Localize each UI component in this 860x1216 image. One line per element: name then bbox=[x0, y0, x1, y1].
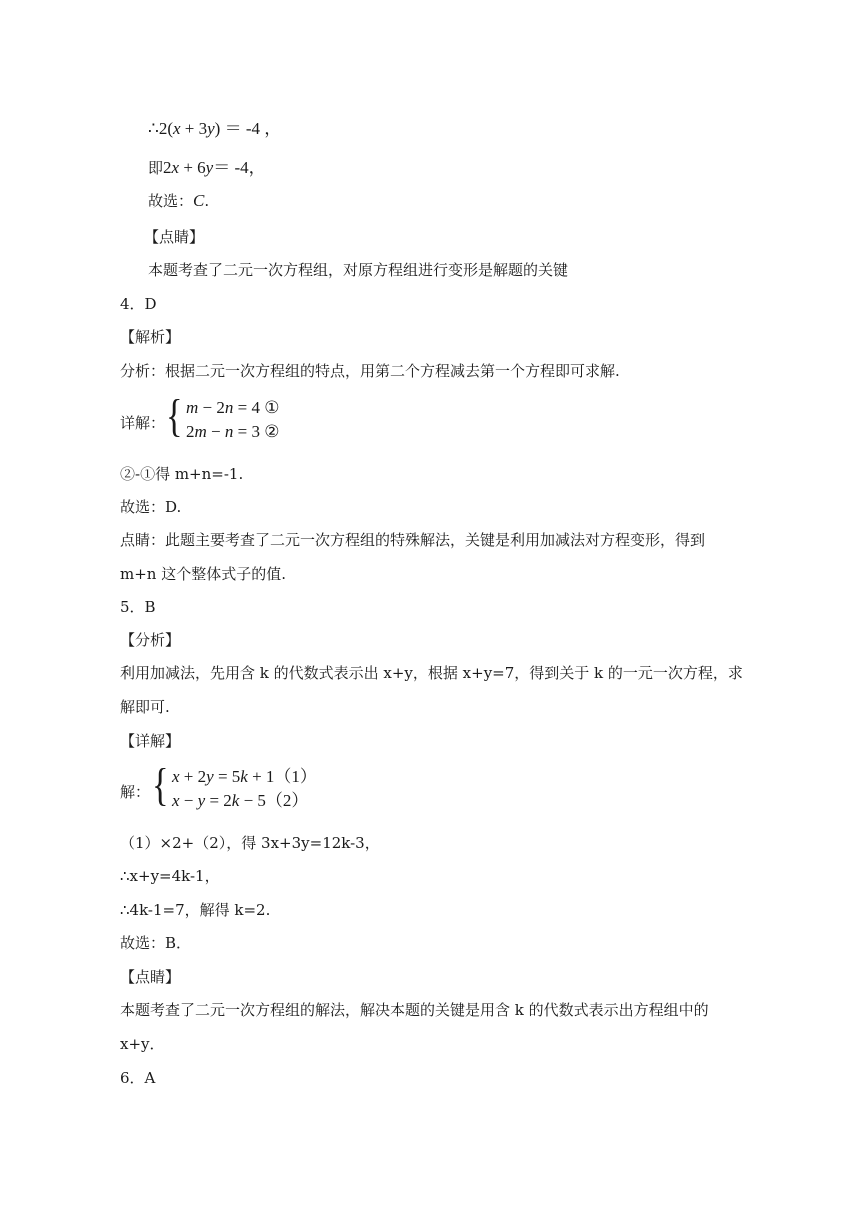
q3-step-line2: 即2x + 6y＝ -4， bbox=[148, 158, 266, 177]
q4-detail-label: 详解： bbox=[120, 414, 166, 432]
q4-comment-line1: 点睛：此题主要考查了二元一次方程组的特殊解法，关键是利用加减法对方程变形，得到 bbox=[120, 531, 706, 549]
q4-number: 4．D bbox=[120, 295, 157, 313]
q4-comment-line2: m+n 这个整体式子的值. bbox=[120, 565, 286, 583]
q5-comment-line2: x+y． bbox=[120, 1035, 165, 1053]
q3-choice: 故选：C. bbox=[148, 191, 210, 210]
q3-step-line1: ∴2(x + 3y) ＝ -4 ， bbox=[148, 119, 282, 138]
brace-icon: { bbox=[166, 390, 183, 441]
q5-detail-header: 【详解】 bbox=[120, 732, 181, 750]
q5-comment-line1: 本题考查了二元一次方程组的解法，解决本题的关键是用含 k 的代数式表示出方程组中的 bbox=[120, 1001, 709, 1019]
q4-analysis: 分析：根据二元一次方程组的特点，用第二个方程减去第一个方程即可求解. bbox=[120, 362, 620, 380]
q5-analysis-header: 【分析】 bbox=[120, 631, 181, 649]
q4-step: ②-①得 m+n=-1. bbox=[120, 465, 244, 483]
q5-step2: ∴x+y=4k-1， bbox=[120, 867, 220, 885]
q5-equation-2: x − y = 2k − 5（2） bbox=[172, 791, 309, 810]
q5-solve-label: 解： bbox=[120, 783, 151, 801]
q3-comment-body: 本题考查了二元一次方程组，对原方程组进行变形是解题的关键 bbox=[148, 261, 569, 279]
q5-comment-header: 【点睛】 bbox=[120, 968, 181, 986]
q6-number: 6．A bbox=[120, 1069, 156, 1087]
q5-number: 5．B bbox=[120, 598, 156, 616]
q4-equation-1: m − 2n = 4 ① bbox=[186, 398, 280, 417]
q5-equation-1: x + 2y = 5k + 1（1） bbox=[172, 767, 317, 786]
q4-analysis-header: 【解析】 bbox=[120, 328, 181, 346]
q4-choice: 故选：D. bbox=[120, 498, 182, 516]
q3-comment-header: 【点睛】 bbox=[144, 228, 205, 246]
q5-analysis-line2: 解即可. bbox=[120, 698, 170, 716]
brace-icon: { bbox=[152, 759, 169, 810]
q4-equation-2: 2m − n = 3 ② bbox=[186, 422, 280, 441]
q5-choice: 故选：B． bbox=[120, 934, 192, 952]
q5-step3: ∴4k-1=7，解得 k=2. bbox=[120, 901, 271, 919]
q5-step1: （1）×2+（2），得 3x+3y=12k-3， bbox=[120, 834, 380, 852]
q5-analysis-line1: 利用加减法，先用含 k 的代数式表示出 x+y，根据 x+y=7，得到关于 k 的一元一次方程，求 bbox=[120, 664, 743, 682]
